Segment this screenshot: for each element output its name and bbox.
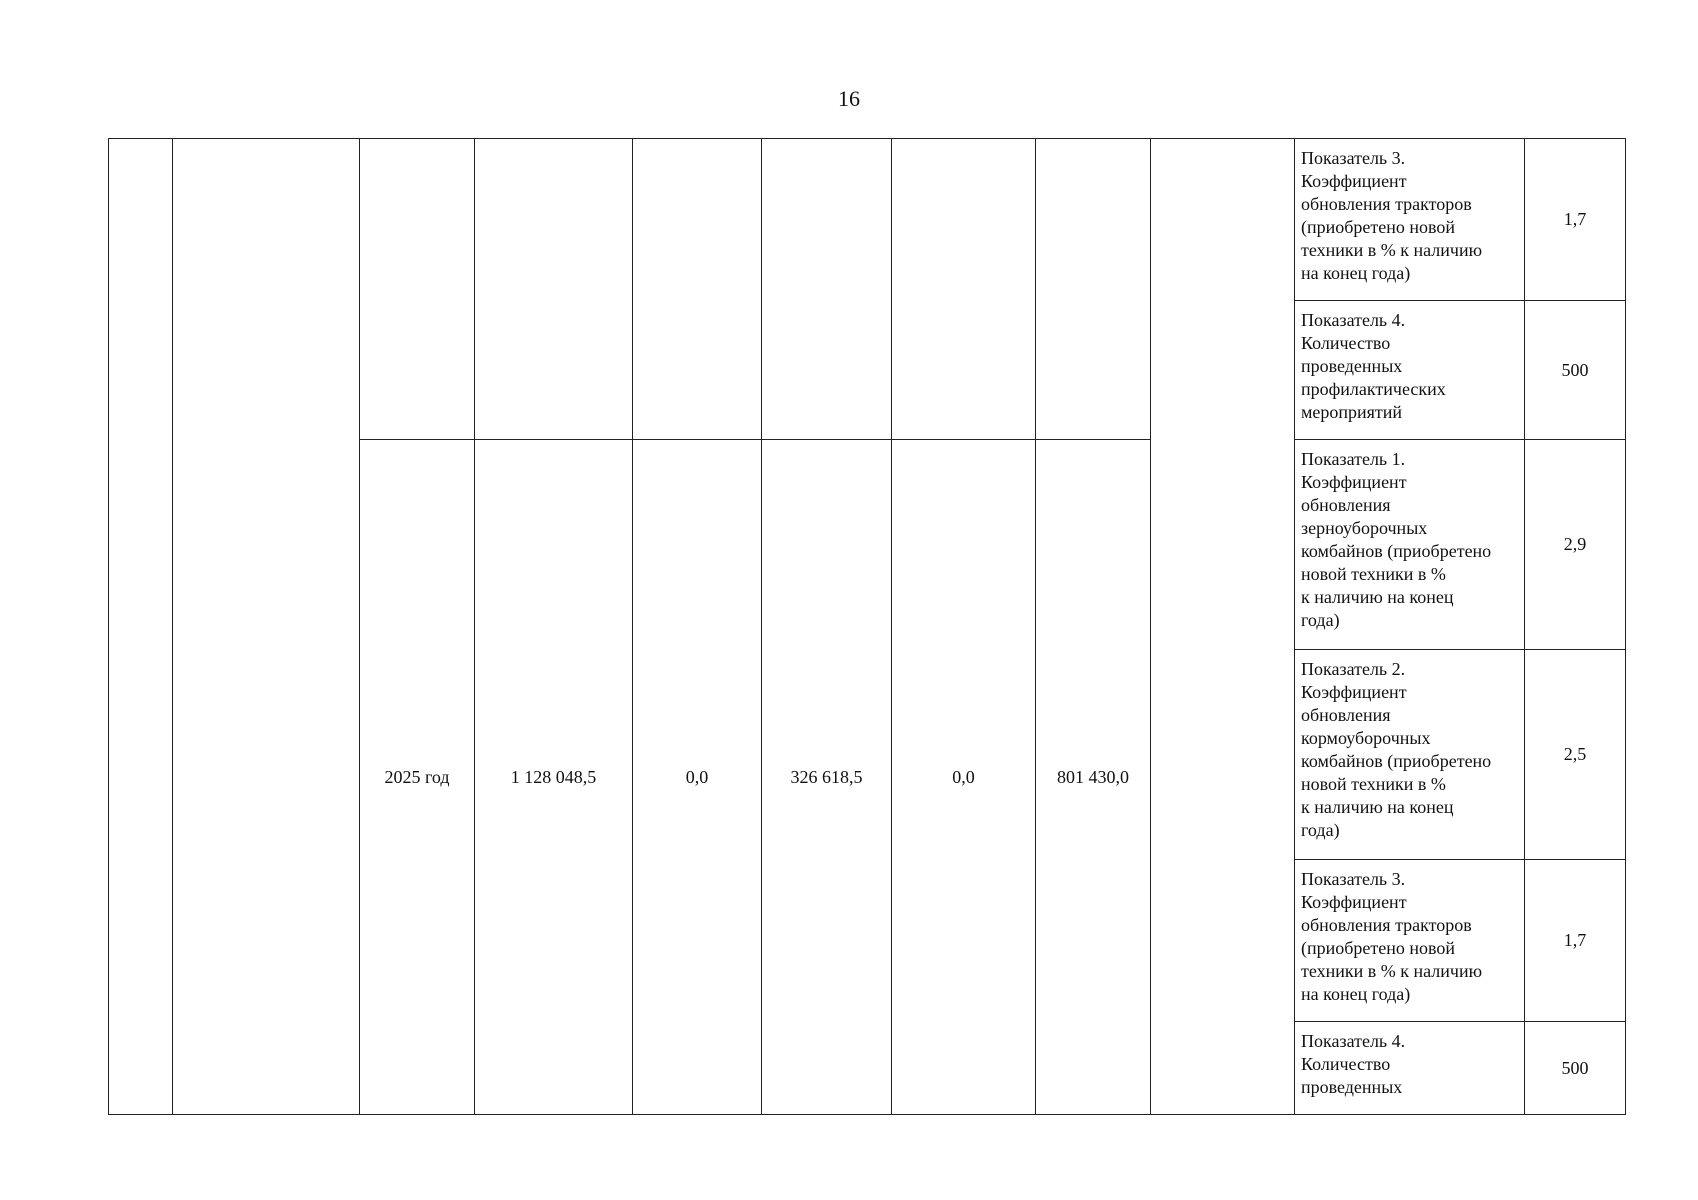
indicator-value: 2,9 xyxy=(1563,534,1587,554)
number-cell xyxy=(109,139,173,1115)
indicator-value-cell xyxy=(1525,650,1626,860)
indicator-name: Показатель 4. Количество проведенных профилактических мероприятий xyxy=(1301,310,1446,422)
indicator-name-cell xyxy=(1295,650,1525,860)
page-number: 16 xyxy=(838,86,860,111)
total-cell xyxy=(475,440,633,1115)
indicator-name-cell xyxy=(1295,301,1525,440)
prev-regional-cell xyxy=(762,139,892,440)
indicator-name: Показатель 4. Количество проведенных xyxy=(1301,1031,1406,1097)
local-value: 0,0 xyxy=(952,766,975,787)
indicator-value: 1,7 xyxy=(1563,930,1587,950)
indicator-name: Показатель 3. Коэффициент обновления тракторов (приобретено новой техники в % к наличию на конец года) xyxy=(1301,148,1483,283)
executor-cell xyxy=(1151,139,1295,1115)
prev-federal-cell xyxy=(633,139,762,440)
prev-extra-cell xyxy=(1036,139,1151,440)
year-label: 2025 год xyxy=(384,766,450,787)
indicator-value: 500 xyxy=(1561,1057,1589,1078)
indicator-value-cell xyxy=(1525,139,1626,301)
event-name-cell xyxy=(173,139,360,1115)
indicator-value-cell xyxy=(1525,440,1626,650)
extra-cell xyxy=(1036,440,1151,1115)
local-cell xyxy=(892,440,1036,1115)
prev-total-cell xyxy=(475,139,633,440)
indicator-value-cell xyxy=(1525,301,1626,440)
federal-cell xyxy=(633,440,762,1115)
prev-local-cell xyxy=(892,139,1036,440)
indicator-name: Показатель 3. Коэффициент обновления тракторов (приобретено новой техники в % к наличию на конец года) xyxy=(1301,869,1483,1004)
indicator-value: 500 xyxy=(1561,359,1589,380)
total-value: 1 128 048,5 xyxy=(510,766,597,787)
indicator-value: 1,7 xyxy=(1563,209,1587,229)
indicator-name-cell xyxy=(1295,139,1525,301)
indicator-value-cell xyxy=(1525,860,1626,1022)
regional-value: 326 618,5 xyxy=(790,766,863,787)
indicator-value: 2,5 xyxy=(1563,744,1587,764)
federal-value: 0,0 xyxy=(685,766,709,787)
regional-cell xyxy=(762,440,892,1115)
indicator-name: Показатель 2. Коэффициент обновления кормоуборочных комбайнов (приобретено новой техники в % к наличию на конец года) xyxy=(1301,659,1492,840)
indicator-name: Показатель 1. Коэффициент обновления зерноуборочных комбайнов (приобретено новой техники в % к наличию на конец года) xyxy=(1301,449,1492,630)
indicator-name-cell xyxy=(1295,440,1525,650)
indicator-value-cell xyxy=(1525,1022,1626,1115)
extra-value: 801 430,0 xyxy=(1057,766,1129,787)
indicator-name-cell xyxy=(1295,1022,1525,1115)
year-cell xyxy=(360,440,475,1115)
prev-year-cell xyxy=(360,139,475,440)
indicator-name-cell xyxy=(1295,860,1525,1022)
budget-indicators-table xyxy=(108,138,1626,1115)
